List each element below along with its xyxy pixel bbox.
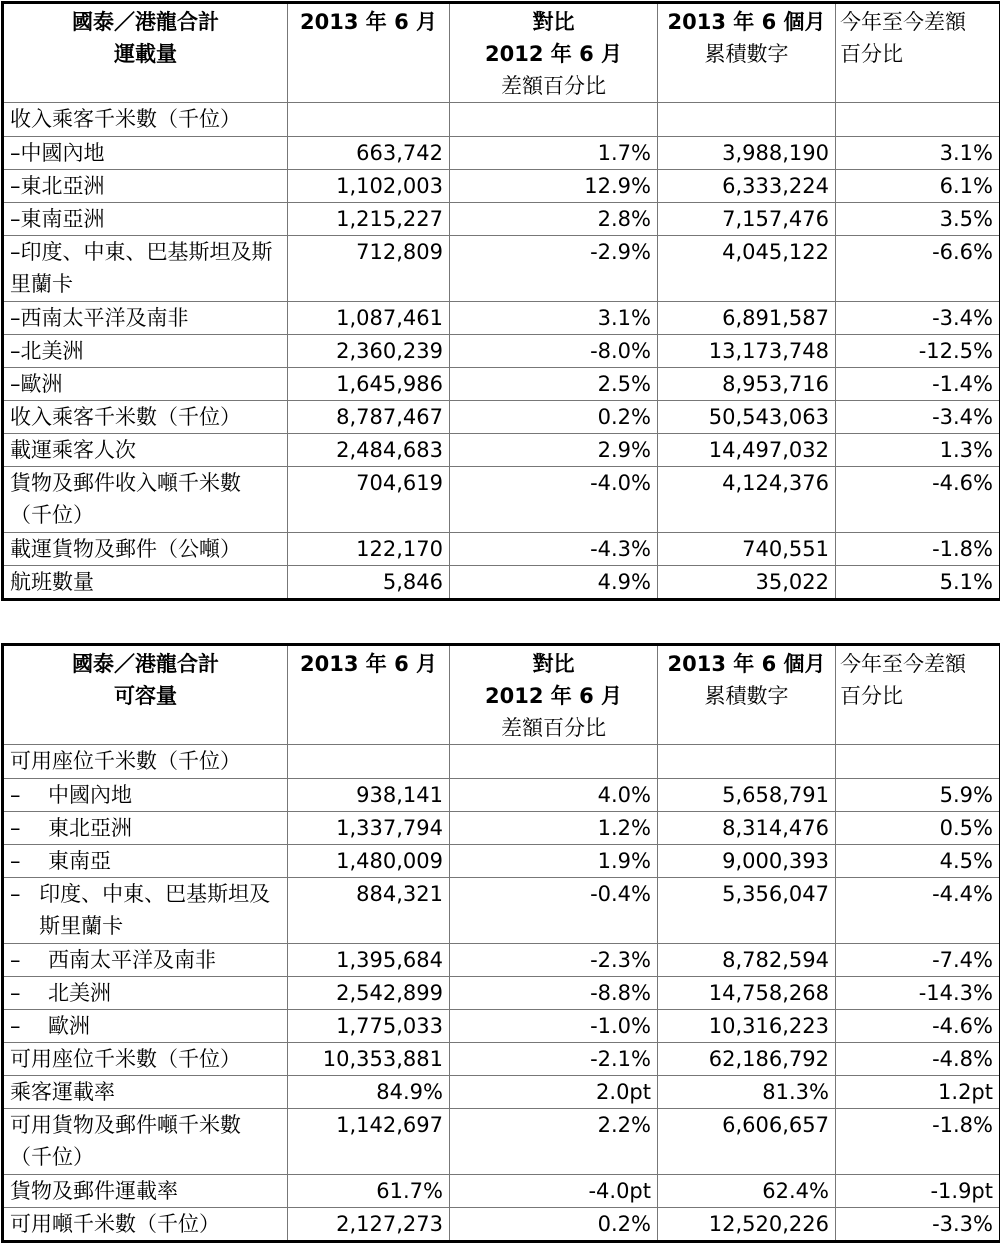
row-label: –北美洲 [3,335,288,368]
section-label: 可用座位千米數（千位） [3,745,288,779]
value-cell: 4,124,376 [658,467,836,533]
table-row [3,1010,1000,1043]
table-row [3,434,1000,467]
row-label: 可用噸千米數（千位） [3,1208,288,1242]
dash-marker: – [10,981,21,1005]
table-row [3,845,1000,878]
table-row [3,368,1000,401]
value-cell: 2,542,899 [288,977,450,1010]
value-cell: 663,742 [288,137,450,170]
value-cell: 2,127,273 [288,1208,450,1242]
table-row [3,566,1000,600]
row-label: 貨物及郵件運載率 [3,1175,288,1208]
value-cell: 1,480,009 [288,845,450,878]
value-cell: 2.0pt [450,1076,658,1109]
value-cell: 12,520,226 [658,1208,836,1242]
table-body [3,137,1000,600]
table-row [3,1208,1000,1242]
header-cell: 2013 年 6 個月 累積數字 [658,3,836,103]
row-label-text: 北美洲 [48,981,111,1005]
table-row [3,779,1000,812]
dash-marker: – [10,816,21,840]
value-cell: 5.9% [836,779,1000,812]
value-cell: -2.9% [450,236,658,302]
table-row [3,977,1000,1010]
dash-marker: – [10,849,21,873]
value-cell: 61.7% [288,1175,450,1208]
value-cell: 5.1% [836,566,1000,600]
value-cell: 2.9% [450,434,658,467]
value-cell: 1,645,986 [288,368,450,401]
row-label [3,878,288,944]
value-cell: -4.0pt [450,1175,658,1208]
row-label [3,977,288,1010]
value-cell: -3.4% [836,302,1000,335]
dash-marker: – [10,882,21,906]
value-cell: 4,045,122 [658,236,836,302]
table-row [3,302,1000,335]
header-cell: 2013 年 6 個月 累積數字 [658,645,836,745]
row-label: –印度、中東、巴基斯坦及斯里蘭卡 [3,236,288,302]
value-cell: 8,787,467 [288,401,450,434]
value-cell: -4.8% [836,1043,1000,1076]
value-cell: -0.4% [450,878,658,944]
value-cell: 5,846 [288,566,450,600]
value-cell: 8,782,594 [658,944,836,977]
row-label: 載運貨物及郵件（公噸） [3,533,288,566]
row-label-text: 中國內地 [48,783,132,807]
dash-marker: – [10,948,21,972]
table-row [3,236,1000,302]
value-cell: 740,551 [658,533,836,566]
value-cell: -4.4% [836,878,1000,944]
value-cell: 6,333,224 [658,170,836,203]
value-cell: 938,141 [288,779,450,812]
row-label [3,1010,288,1043]
value-cell: -4.0% [450,467,658,533]
section-row [3,103,1000,137]
row-label: 航班數量 [3,566,288,600]
table-row [3,812,1000,845]
row-label: 可用座位千米數（千位） [3,1043,288,1076]
dash-marker: – [10,783,21,807]
value-cell: 1.7% [450,137,658,170]
value-cell: 81.3% [658,1076,836,1109]
header-cell: 今年至今差額 百分比 [836,645,1000,745]
value-cell: 2,360,239 [288,335,450,368]
value-cell: -14.3% [836,977,1000,1010]
header-cell: 國泰／港龍合計 可容量 [3,645,288,745]
value-cell: 9,000,393 [658,845,836,878]
value-cell: -8.0% [450,335,658,368]
row-label: –中國內地 [3,137,288,170]
row-label-text: 歐洲 [48,1014,90,1038]
row-label [3,944,288,977]
value-cell: -7.4% [836,944,1000,977]
table-row [3,533,1000,566]
value-cell: 2.5% [450,368,658,401]
dash-marker: – [10,1014,21,1038]
value-cell: -4.6% [836,467,1000,533]
value-cell: 14,497,032 [658,434,836,467]
row-label-text: 印度、中東、巴基斯坦及斯里蘭卡 [39,882,271,938]
header-row [3,3,1000,103]
value-cell: 2.2% [450,1109,658,1175]
header-cell: 2013 年 6 月 [288,645,450,745]
value-cell: -1.9pt [836,1175,1000,1208]
row-label: 可用貨物及郵件噸千米數（千位） [3,1109,288,1175]
value-cell: 8,953,716 [658,368,836,401]
value-cell: -12.5% [836,335,1000,368]
value-cell: 4.0% [450,779,658,812]
value-cell: 1,775,033 [288,1010,450,1043]
value-cell: 2.8% [450,203,658,236]
value-cell: 1,337,794 [288,812,450,845]
value-cell: 8,314,476 [658,812,836,845]
value-cell: 0.2% [450,401,658,434]
value-cell: 4.5% [836,845,1000,878]
row-label: 乘客運載率 [3,1076,288,1109]
value-cell: 1.2% [450,812,658,845]
table-row [3,401,1000,434]
value-cell: 5,356,047 [658,878,836,944]
value-cell: 0.2% [450,1208,658,1242]
value-cell: 12.9% [450,170,658,203]
section-row [3,745,1000,779]
value-cell: -1.4% [836,368,1000,401]
table-row [3,137,1000,170]
value-cell: -3.4% [836,401,1000,434]
value-cell: 712,809 [288,236,450,302]
value-cell: -3.3% [836,1208,1000,1242]
value-cell: 13,173,748 [658,335,836,368]
header-row [3,645,1000,745]
value-cell: 35,022 [658,566,836,600]
value-cell: -4.6% [836,1010,1000,1043]
value-cell: 62,186,792 [658,1043,836,1076]
table-row [3,170,1000,203]
row-label-text: 東北亞洲 [48,816,132,840]
row-label: 收入乘客千米數（千位） [3,401,288,434]
value-cell: -1.8% [836,533,1000,566]
header-cell: 對比 2012 年 6 月 差額百分比 [450,3,658,103]
value-cell: 6.1% [836,170,1000,203]
value-cell: 6,891,587 [658,302,836,335]
value-cell: 1,087,461 [288,302,450,335]
value-cell: 1.2pt [836,1076,1000,1109]
header-cell: 國泰／港龍合計 運載量 [3,3,288,103]
value-cell: 6,606,657 [658,1109,836,1175]
section-label: 收入乘客千米數（千位） [3,103,288,137]
value-cell: 0.5% [836,812,1000,845]
value-cell: 10,353,881 [288,1043,450,1076]
value-cell: 1,215,227 [288,203,450,236]
row-label [3,779,288,812]
value-cell: -4.3% [450,533,658,566]
table-row [3,1175,1000,1208]
row-label [3,845,288,878]
value-cell: 10,316,223 [658,1010,836,1043]
row-label: –東北亞洲 [3,170,288,203]
value-cell: 84.9% [288,1076,450,1109]
value-cell: 50,543,063 [658,401,836,434]
table-row [3,1109,1000,1175]
row-label [3,812,288,845]
value-cell: 1,102,003 [288,170,450,203]
capacity-table [1,643,1000,1243]
value-cell: 3.5% [836,203,1000,236]
table-row [3,203,1000,236]
table-body [3,779,1000,1242]
table-row [3,467,1000,533]
value-cell: 1,395,684 [288,944,450,977]
value-cell: 5,658,791 [658,779,836,812]
row-label: –歐洲 [3,368,288,401]
value-cell: 1.9% [450,845,658,878]
row-label: –西南太平洋及南非 [3,302,288,335]
value-cell: -1.8% [836,1109,1000,1175]
header-cell: 2013 年 6 月 [288,3,450,103]
table-row [3,1076,1000,1109]
table-row [3,335,1000,368]
value-cell: -2.3% [450,944,658,977]
row-label: 載運乘客人次 [3,434,288,467]
row-label: 貨物及郵件收入噸千米數（千位） [3,467,288,533]
value-cell: 1,142,697 [288,1109,450,1175]
value-cell: 14,758,268 [658,977,836,1010]
table-row [3,878,1000,944]
row-label-text: 西南太平洋及南非 [48,948,216,972]
value-cell: -1.0% [450,1010,658,1043]
value-cell: 704,619 [288,467,450,533]
header-cell: 對比 2012 年 6 月 差額百分比 [450,645,658,745]
value-cell: 2,484,683 [288,434,450,467]
header-cell: 今年至今差額 百分比 [836,3,1000,103]
value-cell: 7,157,476 [658,203,836,236]
table-row [3,944,1000,977]
value-cell: -2.1% [450,1043,658,1076]
value-cell: 3.1% [450,302,658,335]
table-row [3,1043,1000,1076]
row-label-text: 東南亞 [48,849,111,873]
value-cell: 4.9% [450,566,658,600]
value-cell: -6.6% [836,236,1000,302]
value-cell: -8.8% [450,977,658,1010]
row-label: –東南亞洲 [3,203,288,236]
value-cell: 1.3% [836,434,1000,467]
value-cell: 884,321 [288,878,450,944]
value-cell: 3.1% [836,137,1000,170]
value-cell: 62.4% [658,1175,836,1208]
value-cell: 122,170 [288,533,450,566]
value-cell: 3,988,190 [658,137,836,170]
traffic-table [1,1,1000,601]
